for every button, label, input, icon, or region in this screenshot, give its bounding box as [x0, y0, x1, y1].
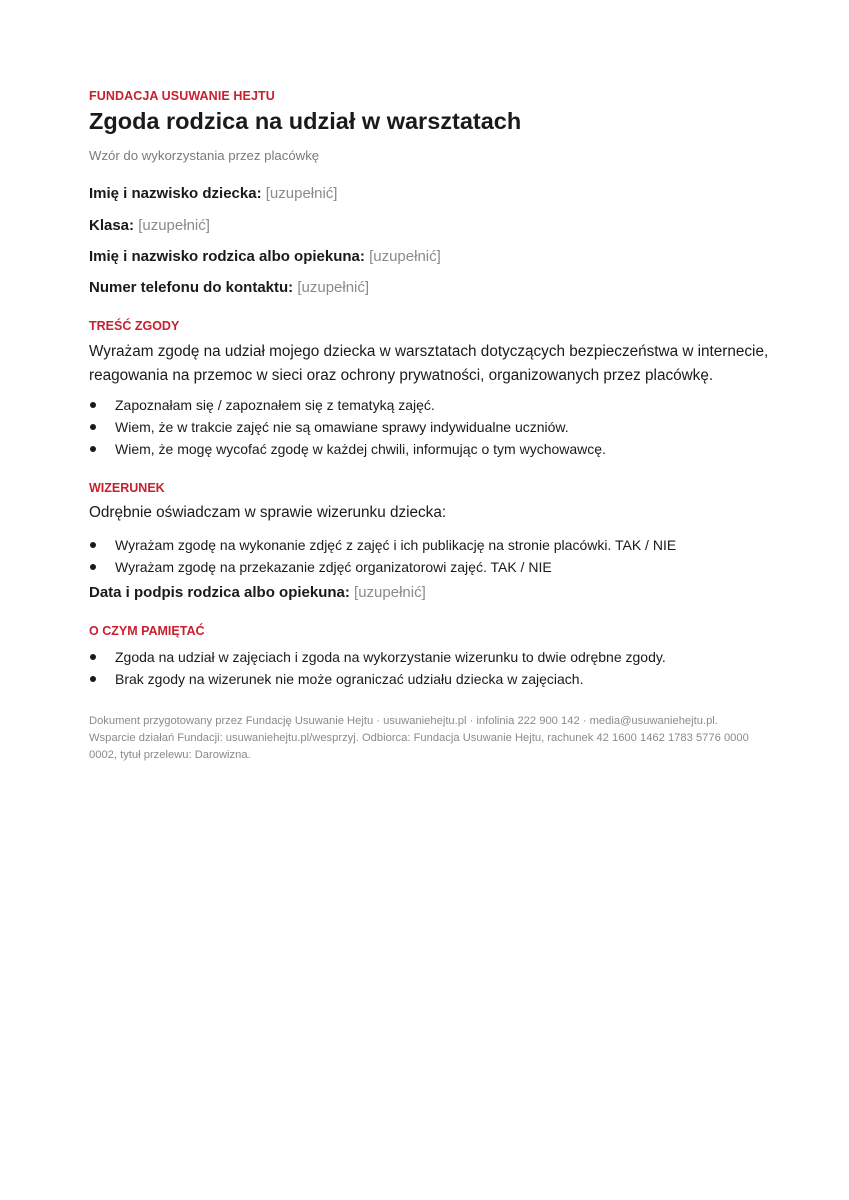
field-label: Imię i nazwisko dziecka:: [89, 185, 262, 202]
list-item-text: Zgoda na udział w zajęciach i zgoda na wykorzystanie wizerunku to dwie odrębne zgody.: [115, 649, 666, 665]
section-heading-consent: TREŚĆ ZGODY: [89, 319, 180, 333]
remember-list: [89, 646, 769, 690]
field-phone: [89, 279, 369, 296]
field-label: Data i podpis rodzica albo opiekuna:: [89, 584, 350, 601]
bullet-icon: [90, 564, 96, 570]
field-signature: [89, 584, 426, 601]
section-heading-image-rights: WIZERUNEK: [89, 481, 165, 495]
field-label: Numer telefonu do kontaktu:: [89, 279, 294, 296]
list-item-text: Brak zgody na wizerunek nie może ograniczać udziału dziecka w zajęciach.: [115, 671, 584, 687]
document-footer: Dokument przygotowany przez Fundację Usuwanie Hejtu · usuwaniehejtu.pl · infolinia 222 900 142 · media@usuwaniehejtu.pl. Wsparcie działań Fundacji: usuwaniehejtu.pl/wesprzyj. Odbiorca: Fundacja Usuwanie Hejtu, rachunek 42 1600 1462 1783 5776 0000 0002, tytuł przelewu: Darowizna.: [89, 715, 749, 761]
list-item-text: Wyrażam zgodę na przekazanie zdjęć organizatorowi zajęć. TAK / NIE: [115, 559, 552, 575]
field-label: Klasa:: [89, 217, 135, 234]
bullet-icon: [90, 542, 96, 548]
field-parent-name: [89, 248, 441, 265]
image-rights-paragraph: Odrębnie oświadczam w sprawie wizerunku dziecka:: [89, 504, 447, 521]
bullet-icon: [90, 446, 96, 452]
field-placeholder: [uzupełnić]: [369, 248, 441, 265]
bullet-icon: [90, 424, 96, 430]
field-placeholder: [uzupełnić]: [354, 584, 426, 601]
bullet-icon: [90, 676, 96, 682]
image-rights-list: [89, 534, 769, 578]
list-item-text: Zapoznałam się / zapoznałem się z tematyką zajęć.: [115, 397, 435, 413]
bullet-icon: [90, 402, 96, 408]
organization-name: FUNDACJA USUWANIE HEJTU: [89, 89, 275, 103]
field-placeholder: [uzupełnić]: [265, 185, 338, 202]
document-subtitle: Wzór do wykorzystania przez placówkę: [89, 148, 320, 163]
list-item-text: Wiem, że w trakcie zajęć nie są omawiane sprawy indywidualne uczniów.: [115, 419, 569, 435]
field-child-name: [89, 185, 337, 202]
bullet-icon: [90, 654, 96, 660]
list-item: [89, 668, 769, 690]
list-item-text: Wiem, że mogę wycofać zgodę w każdej chwili, informując o tym wychowawcę.: [115, 441, 606, 457]
list-item: [89, 416, 769, 438]
list-item: [89, 394, 769, 416]
field-placeholder: [uzupełnić]: [138, 217, 210, 234]
field-class: [89, 217, 210, 234]
consent-list: [89, 394, 769, 460]
document-title: Zgoda rodzica na udział w warsztatach: [89, 108, 522, 134]
field-label: Imię i nazwisko rodzica albo opiekuna:: [89, 248, 365, 265]
list-item: [89, 534, 769, 556]
list-item: [89, 556, 769, 578]
list-item: [89, 646, 769, 668]
section-heading-remember: O CZYM PAMIĘTAĆ: [89, 624, 205, 638]
field-placeholder: [uzupełnić]: [297, 279, 370, 296]
list-item: [89, 438, 769, 460]
consent-paragraph: Wyrażam zgodę na udział mojego dziecka w warsztatach dotyczących bezpieczeństwa w internecie, reagowania na przemoc w sieci oraz ochrony prywatności, organizowanych przez placówkę.: [89, 343, 769, 384]
list-item-text: Wyrażam zgodę na wykonanie zdjęć z zajęć i ich publikację na stronie placówki. TAK / NIE: [115, 537, 677, 553]
